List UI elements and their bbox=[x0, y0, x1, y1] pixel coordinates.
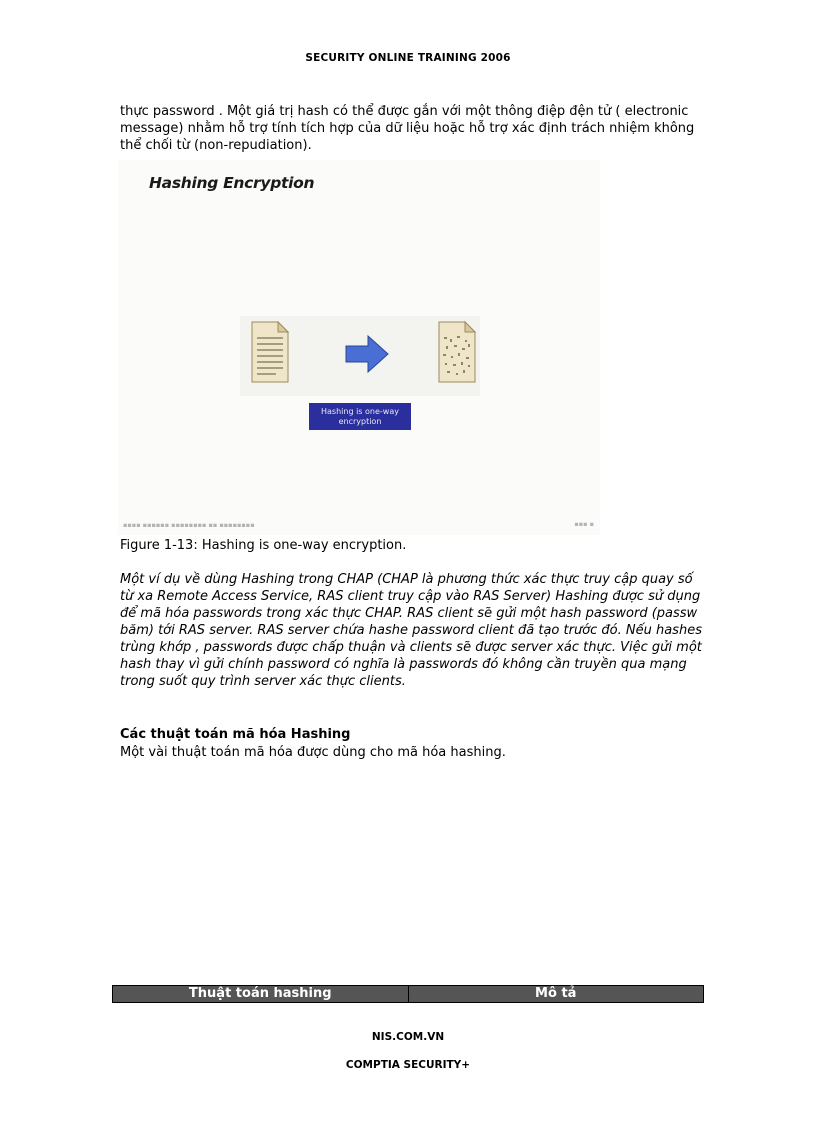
chap-example-paragraph: Một ví dụ về dùng Hashing trong CHAP (CHAP là phương thức xác thực truy cập quay số từ xa Remote Access Service, RAS client truy cập vào RAS Server) Hashing được sử dụng để mã hóa passwords trong xác thực CHAP. RAS client sẽ gửi một hash password (passw băm) tới RAS server. RAS server chứa hashe password client đã tạo trước đó. Nếu hashes trùng khớp , passwords được chấp thuận và clients sẽ được server xác thực. Việc gửi một hash thay vì gửi chính password có nghĩa là passwords đó không cần truyền qua mạng trong suốt quy trình server xác thực clients. bbox=[120, 572, 702, 689]
hashing-figure bbox=[118, 160, 600, 535]
table-header-algorithm: Thuật toán hashing bbox=[188, 986, 332, 1001]
figure-copyright-mark: ▪▪▪▪ ▪▪▪▪▪▪ ▪▪▪▪▪▪▪▪ ▪▪ ▪▪▪▪▪▪▪▪ bbox=[123, 521, 255, 529]
footer-course: COMPTIA SECURITY+ bbox=[345, 1059, 471, 1071]
figure-caption: Figure 1-13: Hashing is one-way encryption. bbox=[120, 538, 407, 553]
table-header-description: Mô tả bbox=[408, 986, 704, 1002]
scrambled-document-icon bbox=[437, 320, 477, 384]
intro-paragraph: thực password . Một giá trị hash có thể được gắn với một thông điệp đện tử ( electronic message) nhằm hỗ trợ tính tích hợp của dữ liệu hoặc hỗ trợ xác định trách nhiệm không thể chối từ (non-repudiation). bbox=[120, 104, 695, 153]
section-description: Một vài thuật toán mã hóa được dùng cho mã hóa hashing. bbox=[120, 745, 506, 760]
figure-corner-mark: ▪▪▪ ▪ bbox=[574, 520, 594, 528]
footer-site: NIS.COM.VN bbox=[371, 1031, 445, 1043]
figure-title: Hashing Encryption bbox=[149, 174, 315, 192]
right-arrow-icon bbox=[344, 334, 390, 374]
hashing-algorithms-table bbox=[112, 985, 704, 1003]
page-header: SECURITY ONLINE TRAINING 2006 bbox=[305, 52, 511, 64]
section-heading: Các thuật toán mã hóa Hashing bbox=[120, 727, 351, 742]
figure-label-box: Hashing is one-way encryption bbox=[309, 403, 411, 430]
figure-illustration bbox=[240, 316, 480, 396]
plain-document-icon bbox=[250, 320, 290, 384]
